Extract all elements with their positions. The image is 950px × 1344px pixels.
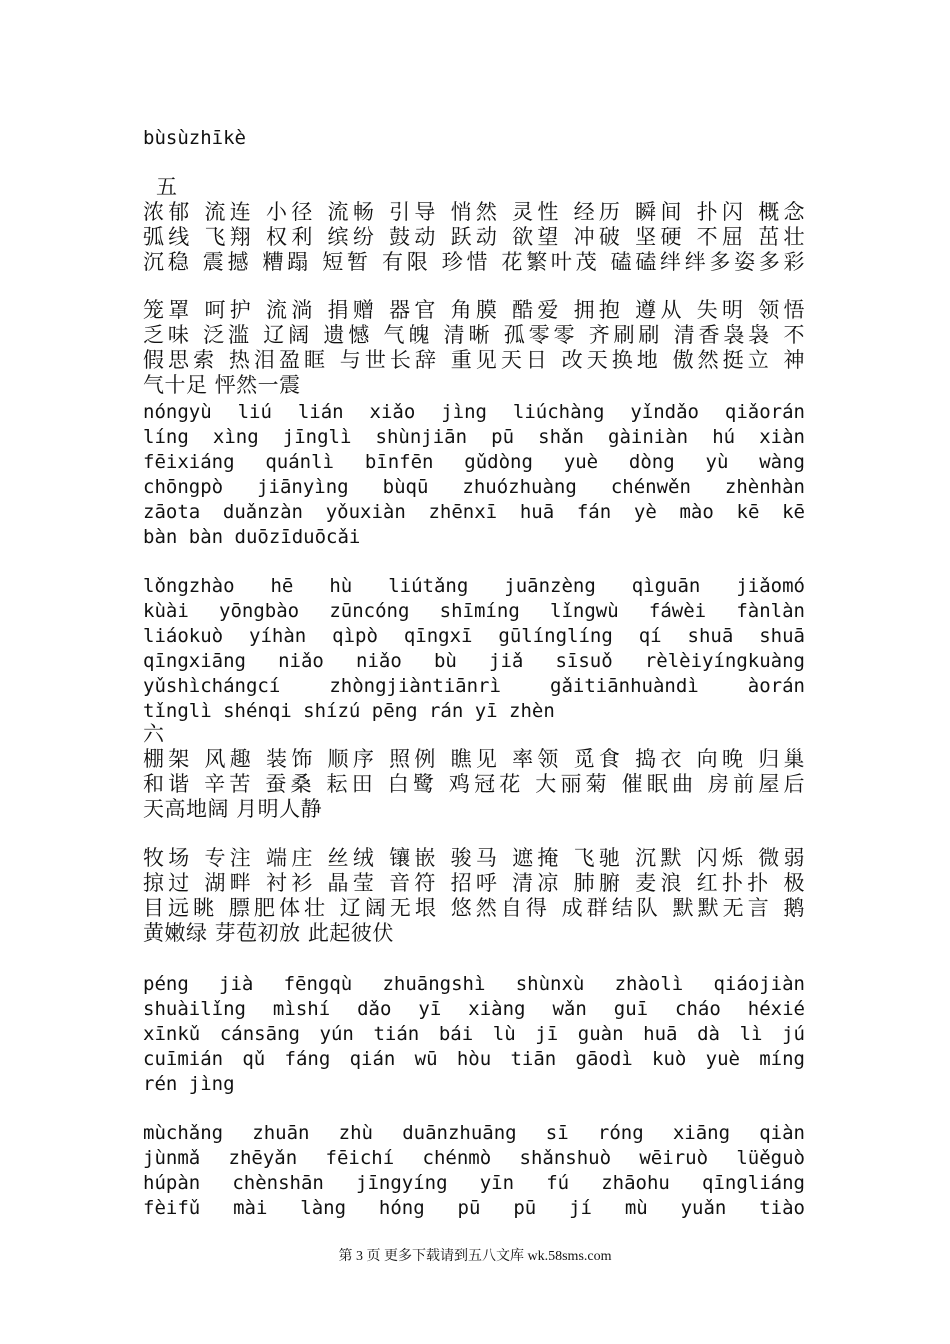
pinyin-line: nóngyù liú lián xiǎo jìng liúchàng yǐndǎo qiǎorán xyxy=(143,401,805,423)
vocab-line: 气十足 怦然一震 xyxy=(143,373,301,397)
pinyin-line: tǐnglì shénqi shízú pēng rán yī zhèn xyxy=(143,700,555,722)
vocab-line: 牧场 专注 端庄 丝绒 镶嵌 骏马 遮掩 飞驰 沉默 闪烁 微弱 xyxy=(143,846,805,870)
pinyin-line: bàn bàn duōzīduōcǎi xyxy=(143,526,361,548)
pinyin-line: lǒngzhào hē hù liútǎng juānzèng qìguān jiǎomó xyxy=(143,575,805,597)
pinyin-line: rén jìng xyxy=(143,1073,235,1095)
vocab-line: 弧线 飞翔 权利 缤纷 鼓动 跃动 欲望 冲破 坚硬 不屈 茁壮 xyxy=(143,225,805,249)
vocab-line: 天高地阔 月明人静 xyxy=(143,797,323,821)
vocab-line: 笼罩 呵护 流淌 捐赠 器官 角膜 酷爱 拥抱 遵从 失明 领悟 xyxy=(143,298,805,322)
pinyin-line: fèifǔ mài làng hóng pū pū jí mù yuǎn tiào xyxy=(143,1197,805,1219)
pinyin-line: yǔshìchángcí zhòngjiàntiānrì gǎitiānhuàndì àorán xyxy=(143,675,805,697)
pinyin-line: jùnmǎ zhēyǎn fēichí chénmò shǎnshuò wēiruò lüěguò xyxy=(143,1147,805,1169)
section-heading-6: 六 xyxy=(143,722,165,746)
vocab-line: 目远眺 膘肥体壮 辽阔无垠 悠然自得 成群结队 默默无言 鹅 xyxy=(143,896,805,920)
pinyin-line: qīngxiāng niǎo niǎo bù jiǎ sīsuǒ rèlèiyíngkuàng xyxy=(143,650,805,672)
pinyin-line: liáokuò yíhàn qìpò qīngxī gūlínglíng qí shuā shuā xyxy=(143,625,805,647)
pinyin-line: zāota duǎnzàn yǒuxiàn zhēnxī huā fán yè mào kē kē xyxy=(143,501,805,523)
pinyin-line: shuàilǐng mìshí dǎo yī xiàng wǎn guī cháo héxié xyxy=(143,998,805,1020)
vocab-line: 乏味 泛滥 辽阔 遗憾 气魄 清晰 孤零零 齐刷刷 清香袅袅 不 xyxy=(143,323,805,347)
vocab-line: 棚架 风趣 装饰 顺序 照例 瞧见 率领 觅食 捣衣 向晚 归巢 xyxy=(143,747,805,771)
vocab-line: 掠过 湖畔 衬衫 晶莹 音符 招呼 清凉 肺腑 麦浪 红扑扑 极 xyxy=(143,871,805,895)
pinyin-line: fēixiáng quánlì bīnfēn gǔdòng yuè dòng yù wàng xyxy=(143,451,805,473)
pinyin-line: bùsùzhīkè xyxy=(143,127,246,149)
pinyin-line: péng jià fēngqù zhuāngshì shùnxù zhàolì qiáojiàn xyxy=(143,973,805,995)
vocab-line: 和谐 辛苦 蚕桑 耘田 白鹭 鸡冠花 大丽菊 催眠曲 房前屋后 xyxy=(143,772,805,796)
vocab-line: 沉稳 震撼 糟蹋 短暂 有限 珍惜 花繁叶茂 磕磕绊绊多姿多彩 xyxy=(143,250,805,274)
pinyin-line: chōngpò jiānyìng bùqū zhuózhuàng chénwěn zhènhàn xyxy=(143,476,805,498)
pinyin-line: cuīmián qǔ fáng qián wū hòu tiān gāodì kuò yuè míng xyxy=(143,1048,805,1070)
pinyin-line: mùchǎng zhuān zhù duānzhuāng sī róng xiāng qiàn xyxy=(143,1122,805,1144)
pinyin-line: húpàn chènshān jīngyíng yīn fú zhāohu qīngliáng xyxy=(143,1172,805,1194)
pinyin-line: kùài yōngbào zūncóng shīmíng lǐngwù fáwèi fànlàn xyxy=(143,600,805,622)
vocab-line: 黄嫩绿 芽苞初放 此起彼伏 xyxy=(143,921,394,945)
page-footer: 第 3 页 更多下载请到五八文库 wk.58sms.com xyxy=(338,1249,612,1264)
pinyin-line: líng xìng jīnglì shùnjiān pū shǎn gàiniàn hú xiàn xyxy=(143,426,805,448)
vocab-line: 假思索 热泪盈眶 与世长辞 重见天日 改天换地 傲然挺立 神 xyxy=(143,348,805,372)
section-heading-5: 五 xyxy=(156,175,178,199)
vocab-line: 浓郁 流连 小径 流畅 引导 悄然 灵性 经历 瞬间 扑闪 概念 xyxy=(143,200,805,224)
pinyin-line: xīnkǔ cánsāng yún tián bái lù jī guàn huā dà lì jú xyxy=(143,1023,805,1045)
